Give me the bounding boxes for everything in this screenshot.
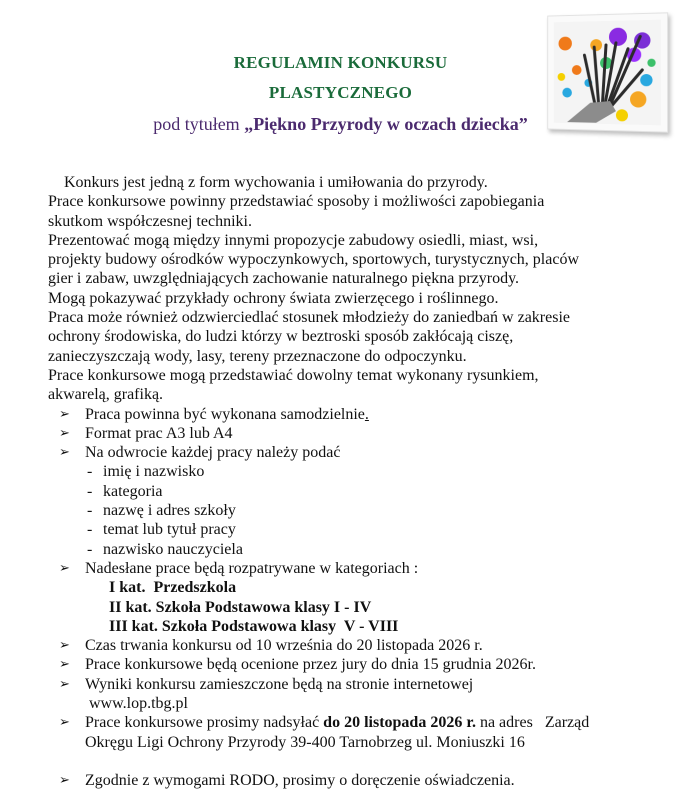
intro-line: ochrony środowiska, do ludzi którzy w beztroski sposób zakłócają ciszę, [48,328,514,346]
arrow-bullet-icon: ➢ [59,715,70,731]
sub-item [48,520,668,539]
intro-line: projekty budowy ośrodków wypoczynkowych, sportowych, turystycznych, placów [48,251,580,269]
sub-item-text: temat lub tytuł pracy [103,521,236,539]
rule-text-end: . [364,405,369,423]
spacer [48,752,668,771]
rule-item [48,771,668,790]
dash-bullet-icon: - [87,463,93,481]
intro-line: Prezentować mogą między innymi propozycje zabudowy osiedli, miast, wsi, [48,231,539,249]
category-item: I kat. Przedszkola [109,579,237,597]
subtitle-prefix: pod tytułem [153,114,245,134]
rule-text: Zgodnie z wymogami RODO, prosimy o doręczenie oświadczenia. [85,771,515,789]
sub-item [48,501,668,520]
rule-item [48,713,668,732]
deadline: do 20 listopada 2026 r. [323,714,476,732]
arrow-bullet-icon: ➢ [59,657,70,673]
arrow-bullet-icon: ➢ [59,638,70,654]
intro-line: Prace konkursowe powinny przedstawiać sposoby i możliwości zapobiegania [48,193,545,211]
dash-bullet-icon: - [87,482,93,500]
arrow-bullet-icon: ➢ [59,560,70,576]
intro-line: Praca może również odzwierciedlać stosunek młodzieży do zaniedbań w zakresie [48,309,570,327]
address-line: Okręgu Ligi Ochrony Przyrody 39-400 Tarnobrzeg ul. Moniuszki 16 [85,733,525,751]
rule-text: Wyniki konkursu zamieszczone będą na stronie internetowej [85,675,474,693]
intro-line: Mogą pokazywać przykłady ochrony świata zwierzęcego i roślinnego. [48,289,499,307]
sub-item-text: nazwisko nauczyciela [103,540,243,558]
rule-item [48,655,668,674]
website-url[interactable]: www.lop.tbg.pl [89,695,188,713]
sub-item [48,482,668,501]
dash-bullet-icon: - [87,502,93,520]
sub-item-text: imię i nazwisko [103,463,205,481]
arrow-bullet-icon: ➢ [59,406,70,422]
category-item: III kat. Szkoła Podstawowa klasy V - VIII [109,617,399,635]
rule-item [48,424,668,443]
rule-text: Czas trwania konkursu od 10 września do 20 listopada 2026 r. [85,637,483,655]
rule-item [48,636,668,655]
sub-item-text: kategoria [103,482,163,500]
intro-line: Prace konkursowe mogą przedstawiać dowolny temat wykonany rysunkiem, [48,366,539,384]
subtitle-title: „Piękno Przyrody w oczach dziecka” [244,114,528,134]
dash-bullet-icon: - [87,540,93,558]
intro-line: skutkom współczesnej techniki. [48,212,252,230]
rule-text: Prace konkursowe prosimy nadsyłać [85,714,324,732]
category-item: II kat. Szkoła Podstawowa klasy I - IV [109,598,372,616]
rule-text: Nadesłane prace będą rozpatrywane w kategoriach : [85,559,419,577]
rule-item [48,559,668,578]
title-line-2: PLASTYCZNEGO [268,83,413,102]
regulations-body [48,173,668,790]
paint-brushes-photo-icon [547,12,668,132]
rule-text: Praca powinna być wykonana samodzielnie [85,405,365,423]
rule-text: Na odwrocie każdej pracy należy podać [85,444,341,462]
dash-bullet-icon: - [87,521,93,539]
arrow-bullet-icon: ➢ [59,676,70,692]
sub-item [48,462,668,481]
arrow-bullet-icon: ➢ [59,772,70,788]
rule-text: Prace konkursowe będą ocenione przez jury do dnia 15 grudnia 2026r. [85,656,536,674]
intro-line: gier i zabaw, uwzględniających zachowanie naturalnego piękna przyrody. [48,270,520,288]
rule-text: Format prac A3 lub A4 [85,424,233,442]
rule-item [48,443,668,462]
intro-line: zanieczyszczają wody, lasy, tereny przeznaczone do odpoczynku. [48,347,467,365]
rules-list [48,405,668,791]
rule-item [48,405,668,424]
website-link[interactable] [48,694,668,713]
rule-item [48,675,668,694]
intro-line: akwarelą, grafiką. [48,386,164,404]
rule-text-suffix: na adres Zarząd [475,714,590,732]
arrow-bullet-icon: ➢ [59,425,70,441]
sub-item [48,540,668,559]
arrow-bullet-icon: ➢ [59,445,70,461]
intro-line: Konkurs jest jedną z form wychowania i umiłowania do przyrody. [64,174,488,191]
title-line-1: REGULAMIN KONKURSU [233,53,448,72]
sub-item-text: nazwę i adres szkoły [103,502,236,520]
